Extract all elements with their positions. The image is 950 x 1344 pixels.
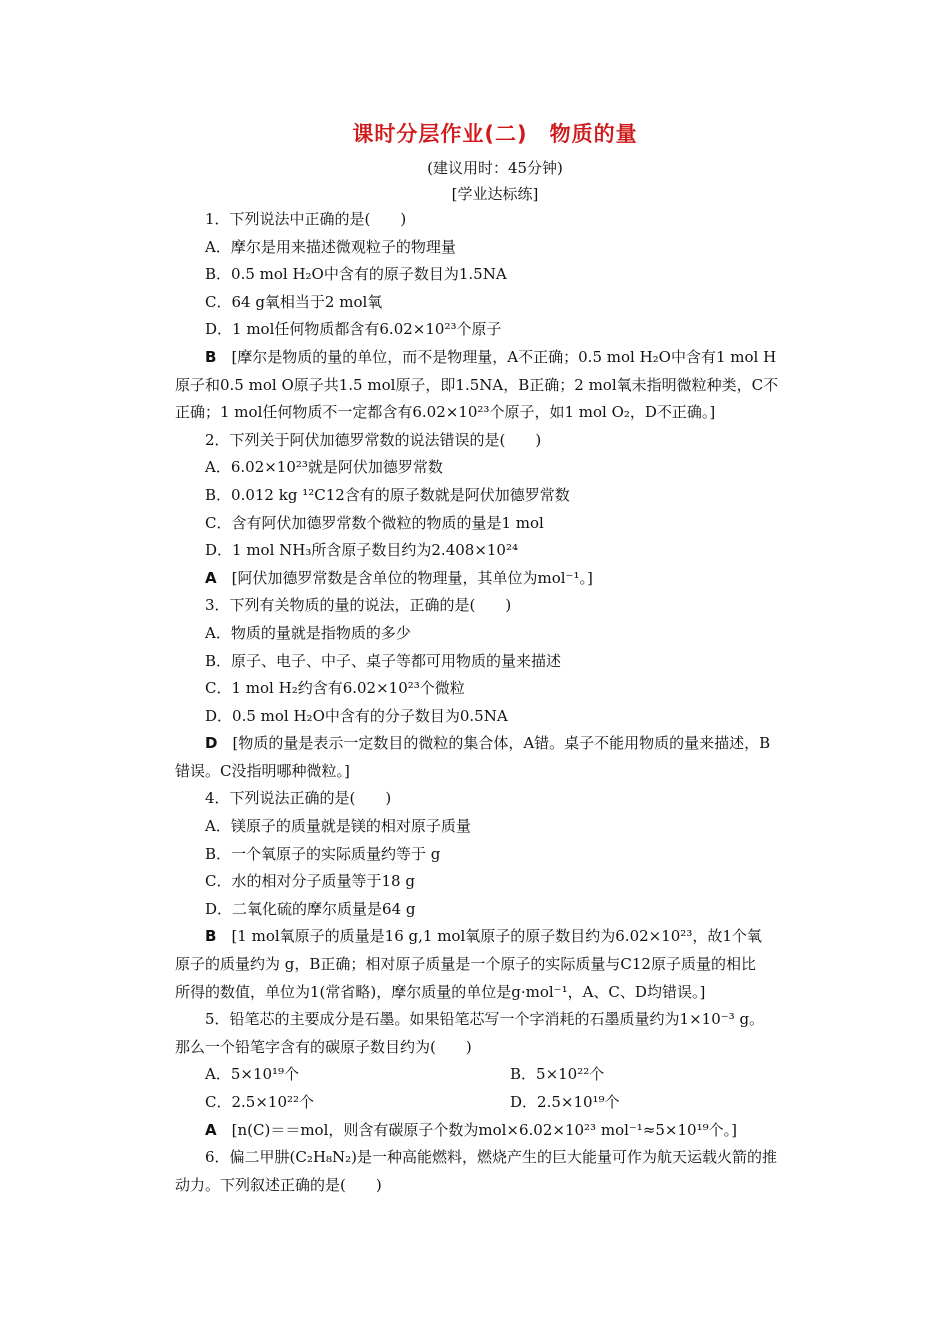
question-3-explanation-line-2: 错误。C没指明哪种微粒。] — [175, 761, 350, 780]
question-2-explanation — [175, 565, 809, 593]
question-5-options-row-1 — [175, 1061, 809, 1089]
question-3-option-a: A．物质的量就是指物质的多少 — [205, 623, 411, 642]
question-3-option-d: D．0.5 mol H₂O中含有的分子数目为0.5NA — [205, 706, 508, 725]
question-1-stem: 1．下列说法中正确的是( ) — [205, 210, 407, 228]
question-5-explanation — [175, 1117, 809, 1145]
question-5-answer: A — [205, 1120, 217, 1139]
question-4-explanation-line-1: [1 mol氧原子的质量是16 g,1 mol氧原子的原子数目约为6.02×10²³，故1个氧 — [231, 927, 762, 946]
question-5-stem-line-2: 那么一个铅笔字含有的碳原子数目约为( ) — [175, 1037, 472, 1056]
question-4-option-a: A．镁原子的质量就是镁的相对原子质量 — [205, 817, 471, 836]
question-5-explanation-line-1: [n(C)＝＝mol，则含有碳原子个数为mol×6.02×10²³ mol⁻¹≈5×10¹⁹个。] — [231, 1120, 737, 1139]
question-4-option-b: B．一个氧原子的实际质量约等于 g — [205, 844, 441, 863]
question-4-option-c: C．水的相对分子质量等于18 g — [205, 872, 415, 891]
question-3-explanation-line-1: [物质的量是表示一定数目的微粒的集合体，A错。桌子不能用物质的量来描述，B — [232, 734, 771, 753]
question-1-option-a: A．摩尔是用来描述微观粒子的物理量 — [205, 237, 456, 256]
question-6-stem-line-2: 动力。下列叙述正确的是( ) — [175, 1175, 382, 1194]
question-2-option-d: D．1 mol NH₃所含原子数目约为2.408×10²⁴ — [205, 541, 519, 560]
suggested-time: (建议用时：45分钟) — [427, 159, 563, 177]
document-body — [175, 206, 809, 1199]
question-4-stem: 4．下列说法正确的是( ) — [205, 789, 392, 808]
question-3-explanation — [175, 730, 809, 758]
question-2-stem: 2．下列关于阿伏加德罗常数的说法错误的是( ) — [205, 430, 542, 449]
section-heading: [学业达标练] — [451, 185, 539, 203]
question-4-answer: B — [205, 927, 217, 946]
question-5-option-c: C．2.5×10²²个 — [205, 1093, 315, 1111]
question-3-stem: 3．下列有关物质的量的说法，正确的是( ) — [205, 596, 512, 615]
question-1-explanation-line-2: 原子和0.5 mol O原子共1.5 mol原子，即1.5NA，B正确；2 mol氧未指明微粒种类，C不 — [175, 375, 779, 394]
question-1-option-b: B．0.5 mol H₂O中含有的原子数目为1.5NA — [205, 265, 507, 284]
question-2-option-b: B．0.012 kg ¹²C12含有的原子数就是阿伏加德罗常数 — [205, 485, 570, 504]
question-4-explanation-line-3: 所得的数值，单位为1(常省略)，摩尔质量的单位是g·mol⁻¹，A、C、D均错误。] — [175, 982, 706, 1001]
question-2-explanation-line-1: [阿伏加德罗常数是含单位的物理量，其单位为mol⁻¹。] — [231, 568, 593, 587]
question-1-answer: B — [205, 347, 217, 366]
question-3-option-c: C．1 mol H₂约含有6.02×10²³个微粒 — [205, 679, 465, 698]
question-2-answer: A — [205, 568, 217, 587]
question-4-option-d: D．二氧化硫的摩尔质量是64 g — [205, 899, 416, 918]
question-1-option-c: C．64 g氧相当于2 mol氧 — [205, 292, 383, 311]
question-1-explanation-line-1: [摩尔是物质的量的单位，而不是物理量，A不正确；0.5 mol H₂O中含有1 mol H — [231, 347, 777, 366]
question-5-options-row-2 — [175, 1089, 809, 1117]
question-1-option-d: D．1 mol任何物质都含有6.02×10²³个原子 — [205, 320, 502, 339]
question-5-option-d: D．2.5×10¹⁹个 — [510, 1093, 620, 1111]
question-2-option-a: A．6.02×10²³就是阿伏加德罗常数 — [205, 458, 443, 477]
question-1-explanation-line-3: 正确；1 mol任何物质不一定都含有6.02×10²³个原子，如1 mol O₂，D不正确。] — [175, 403, 716, 422]
question-5-stem-line-1: 5．铅笔芯的主要成分是石墨。如果铅笔芯写一个字消耗的石墨质量约为1×10⁻³ g。 — [205, 1010, 765, 1029]
question-4-explanation-line-2: 原子的质量约为 g，B正确；相对原子质量是一个原子的实际质量与C12原子质量的相比 — [175, 955, 756, 974]
question-2-option-c: C．含有阿伏加德罗常数个微粒的物质的量是1 mol — [205, 513, 544, 532]
question-4-explanation — [175, 923, 809, 951]
question-3-option-b: B．原子、电子、中子、桌子等都可用物质的量来描述 — [205, 651, 562, 670]
question-5-option-a: A．5×10¹⁹个 — [205, 1065, 300, 1084]
question-1-explanation — [175, 344, 809, 372]
question-3-answer: D — [205, 734, 218, 753]
page-title: 课时分层作业(二) 物质的量 — [352, 122, 638, 146]
question-5-option-b: B．5×10²²个 — [510, 1065, 605, 1084]
question-6-stem-line-1: 6．偏二甲肼(C₂H₈N₂)是一种高能燃料，燃烧产生的巨大能量可作为航天运载火箭的推 — [205, 1148, 777, 1167]
